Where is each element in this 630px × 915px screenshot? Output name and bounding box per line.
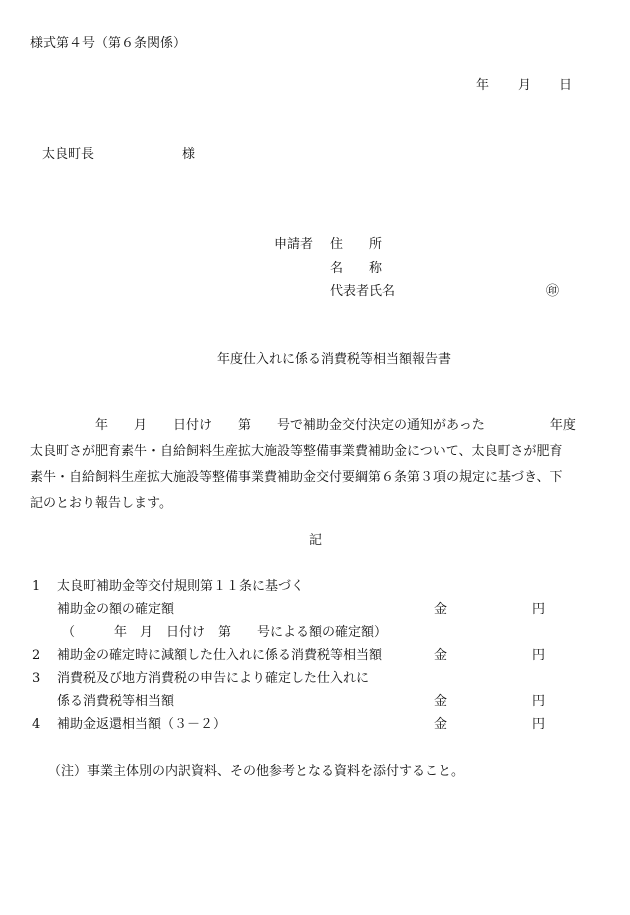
note: （注）事業主体別の内訳資料、その他参考となる資料を添付すること。 bbox=[48, 764, 465, 779]
item-1-number: 1 bbox=[32, 579, 41, 594]
item-3-number: 3 bbox=[32, 671, 41, 686]
applicant-heading: 申請者 bbox=[274, 237, 314, 252]
item-3-line-2: 係る消費税等相当額 bbox=[57, 694, 175, 709]
applicant-representative-label: 代表者氏名 bbox=[330, 284, 396, 299]
item-4-kin: 金 bbox=[434, 717, 448, 732]
item-1-line-2: 補助金の額の確定額 bbox=[57, 602, 175, 617]
body-line-3: 素牛・自給飼料生産拡大施設等整備事業費補助金交付要綱第６条第３項の規定に基づき、下 bbox=[30, 470, 563, 485]
item-2-number: 2 bbox=[32, 648, 41, 663]
item-1-en: 円 bbox=[532, 602, 546, 617]
document-title: 年度仕入れに係る消費税等相当額報告書 bbox=[217, 352, 452, 367]
item-2-line-1: 補助金の確定時に減額した仕入れに係る消費税等相当額 bbox=[57, 648, 383, 663]
applicant-name-label: 名 称 bbox=[330, 261, 383, 276]
applicant-address-label: 住 所 bbox=[330, 237, 383, 252]
item-1-kin: 金 bbox=[434, 602, 448, 617]
item-2-kin: 金 bbox=[434, 648, 448, 663]
seal-mark: ㊞ bbox=[546, 284, 560, 299]
item-3-kin: 金 bbox=[434, 694, 448, 709]
item-4-en: 円 bbox=[532, 717, 546, 732]
body-line-1: 年 月 日付け 第 号で補助金交付決定の通知があった 年度 bbox=[30, 418, 576, 433]
item-3-line-1: 消費税及び地方消費税の申告により確定した仕入れに bbox=[57, 671, 370, 686]
body-paragraph bbox=[30, 413, 602, 517]
item-4-line-1: 補助金返還相当額（３－２） bbox=[57, 717, 227, 732]
item-3-en: 円 bbox=[532, 694, 546, 709]
date-year: 年 bbox=[476, 78, 490, 93]
item-4-number: 4 bbox=[32, 717, 41, 732]
date-month: 月 bbox=[518, 78, 532, 93]
body-line-4: 記のとおり報告します。 bbox=[30, 496, 172, 511]
form-label: 様式第４号（第６条関係） bbox=[30, 36, 187, 51]
item-2-en: 円 bbox=[532, 648, 546, 663]
addressee-honorific: 様 bbox=[182, 147, 196, 162]
date-day: 日 bbox=[559, 78, 573, 93]
ki-heading: 記 bbox=[309, 533, 323, 548]
item-1-sub: （ 年 月 日付け 第 号による額の確定額） bbox=[62, 625, 388, 640]
item-1-line-1: 太良町補助金等交付規則第１１条に基づく bbox=[57, 579, 305, 594]
addressee-name: 太良町長 bbox=[42, 147, 95, 162]
body-line-2: 太良町さが肥育素牛・自給飼料生産拡大施設等整備事業費補助金について、太良町さが肥育 bbox=[30, 444, 563, 459]
